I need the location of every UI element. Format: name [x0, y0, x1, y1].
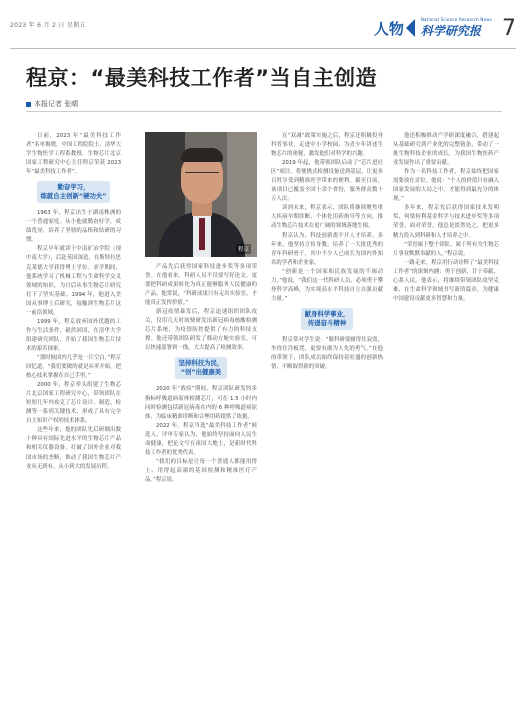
paragraph: 1999 年，程京放弃国外优越的工作与生活条件，毅然回国，在清华大学组建研究团队，开始了我国生物芯片技术的艰苦探索。 [26, 318, 121, 352]
paragraph: 多年来，程京先后获得国家技术发明奖、何梁何利基金科学与技术进步奖等多项荣誉。面对荣誉，他总是淡然处之，把更多精力投入到科研和人才培养之中。 [393, 205, 499, 239]
paragraph: “我们的目标是让每一个普通人都能用得上、用得起高端的基因检测和精准医疗产品。”程京说。 [145, 458, 257, 483]
page-header [10, 8, 516, 48]
paragraph: 程京常对学生说：“做科研要耐得住寂寞，坐得住冷板凳，更要有敢为人先的勇气。”在他的带领下，团队成员始终保持着旺盛的创新热情，不断取得新的突破。 [271, 336, 383, 371]
column-3 [271, 132, 383, 717]
subheading-text: 勤奋学习， 练就自主创新“硬功夫” [37, 181, 111, 203]
paragraph: 新冠疫情暴发后，程京迅速组织团队攻关，仅用几天时间便研发出新冠病毒核酸检测芯片系统，为疫情防控提供了有力的科技支撑。他还带领团队研发了移动方舱实验室，可以快速部署到一线，大大提高了检测效率。 [145, 309, 257, 352]
paragraph: “那时候国内几乎是一片空白，”程京回忆道，“我们要做的就是从零开始，把核心技术掌握在自己手里。” [26, 354, 121, 380]
paragraph: 2020 年“战疫”期间，程京团队研发的多指标呼吸道病原体检测芯片，可在 1.5 小时内同时检测包括新冠病毒在内的 6 种呼吸道病原体，为临床精准诊断和合理用药提供了依据。 [145, 386, 257, 420]
paragraph: 产品先后获得国家科技进步奖等多项荣誉。在他看来，科研人员不仅要写好论文，更要把科研成果转化为真正能够服务人民健康的产品。他常说，“科研成果只有走出实验室，才能真正发挥价值。” [145, 264, 257, 307]
paragraph: 作为一名科技工作者，程京始终把国家需要放在首位。他说：“个人的价值只有融入国家发展的大局之中，才能得到最充分的体现。” [393, 169, 499, 203]
paragraph: 谈到未来，程京表示，团队将继续聚焦重大疾病早期诊断、个体化用药指导等方向，推动生物芯片技术在更广阔的领域落地生根。 [271, 205, 383, 230]
header-divider [10, 48, 516, 49]
brand-english: National Science Research News [420, 17, 492, 22]
column-4 [393, 132, 499, 717]
section-arrow-icon [406, 19, 415, 37]
paragraph: 2022 年，程京当选“最美科技工作者”候选人。评审专家认为，他始终坚持面向人民生命健康，把论文写在祖国大地上，是新时代科技工作者的优秀代表。 [145, 422, 257, 456]
paragraph: 1963 年，程京出生于湖南株洲的一个普通家庭。从小他就勤奋好学，成绩优异，培养了坚韧的品格和钻研的习惯。 [26, 210, 121, 244]
column-1 [26, 132, 121, 717]
subheading-3 [271, 308, 383, 330]
brand-name: 科学研究报 [420, 24, 481, 38]
paragraph: “荣誉属于整个团队，属于所有为生物芯片事业默默奉献的人。”程京说。 [393, 241, 499, 257]
subheading-1 [26, 181, 121, 203]
subheading-text: 献身科学事业， 传递奋斗精神 [301, 308, 354, 330]
byline-text: 本报记者 张晴 [34, 100, 79, 108]
paragraph: 这些年来，他的团队先后研制出数十种具有国际先进水平的生物芯片产品和相关仪器设备，打破了国外企业对我国市场的垄断，推动了我国生物芯片产业从无到有、从小到大的发展历程。 [26, 427, 121, 470]
issue-date: 2023 年 6 月 2 日 星期五 [10, 22, 86, 29]
column-2 [145, 263, 257, 717]
title-divider [26, 111, 502, 112]
photo-caption: 程京 [236, 244, 251, 254]
header-right [374, 8, 516, 48]
subheading-text: 坚持科技为民， “创”出健康美 [175, 357, 228, 379]
paragraph: 在“双减”政策实施之后，程京还积极投身科普事业，走进中小学校园，为青少年讲述生物芯片的奥秘，激发他们对科学的兴趣。 [271, 133, 383, 158]
brand-block [421, 17, 492, 39]
paragraph: 日前，2023 年“最美科技工作者”名单揭晓，中国工程院院士、清华大学生物医学工程系教授、生物芯片北京国家工程研究中心主任程京荣获 2023 年“最美科技工作者”。 [26, 133, 121, 176]
paragraph: “创新是一个国家和民族发展的不竭动力，”他说，“我们这一代科研人员，必须勇于攀登科学高峰，为实现高水平科技自立自强贡献力量。” [271, 268, 383, 302]
subheading-2 [145, 357, 257, 379]
paragraph: 程京认为，科技创新离不开人才培养。多年来，他坚持言传身教，培养了一大批优秀的青年科研骨干，其中不少人已成长为国内外知名的学者和企业家。 [271, 232, 383, 266]
portrait-photo [145, 132, 257, 257]
page-number: 7 [502, 15, 516, 41]
paragraph: 程京早年就读于中南矿冶学院（现中南大学），后赴英国深造，在斯特拉思克莱德大学获得博士学位。求学期间，他系统学习了机械工程与生命科学交叉领域的知识，为日后从事生物芯片研究打下了坚实基础。1994 年，他进入美国从事博士后研究，接触到生物芯片这一前沿领域。 [26, 246, 121, 316]
paragraph: 2019 年起，他带领团队启动了“芯片进社区”项目，将便携式检测设备送到基层，让更多百姓享受到精准医学带来的便利。截至目前，该项目已覆盖全国十余个省份，服务群众数十万人次。 [271, 160, 383, 203]
paragraph: 2000 年，程京牵头组建了生物芯片北京国家工程研究中心，带领团队在短短几年内攻克了芯片设计、制造、检测等一系列关键技术，形成了具有完全自主知识产权的技术体系。 [26, 382, 121, 425]
section-label: 人物 [373, 19, 404, 38]
article-title: 程京：“最美科技工作者”当自主创造 [26, 66, 378, 90]
paragraph: 他还积极推动产学研深度融合，搭建起从基础研究到产业化的完整链条，带动了一批生物科技企业的成长，为我国生物医药产业发展作出了重要贡献。 [393, 133, 499, 167]
paragraph: 一路走来，程京用行动诠释了“最美科技工作者”的深刻内涵：勇于创新、甘于奉献、心系人民。他表示，将继续带领团队攻坚克难，在生命科学领域书写新的篇章，为健康中国建设贡献更多智慧和力量。 [393, 259, 499, 302]
byline-bullet-icon [26, 102, 31, 107]
byline [26, 99, 78, 109]
